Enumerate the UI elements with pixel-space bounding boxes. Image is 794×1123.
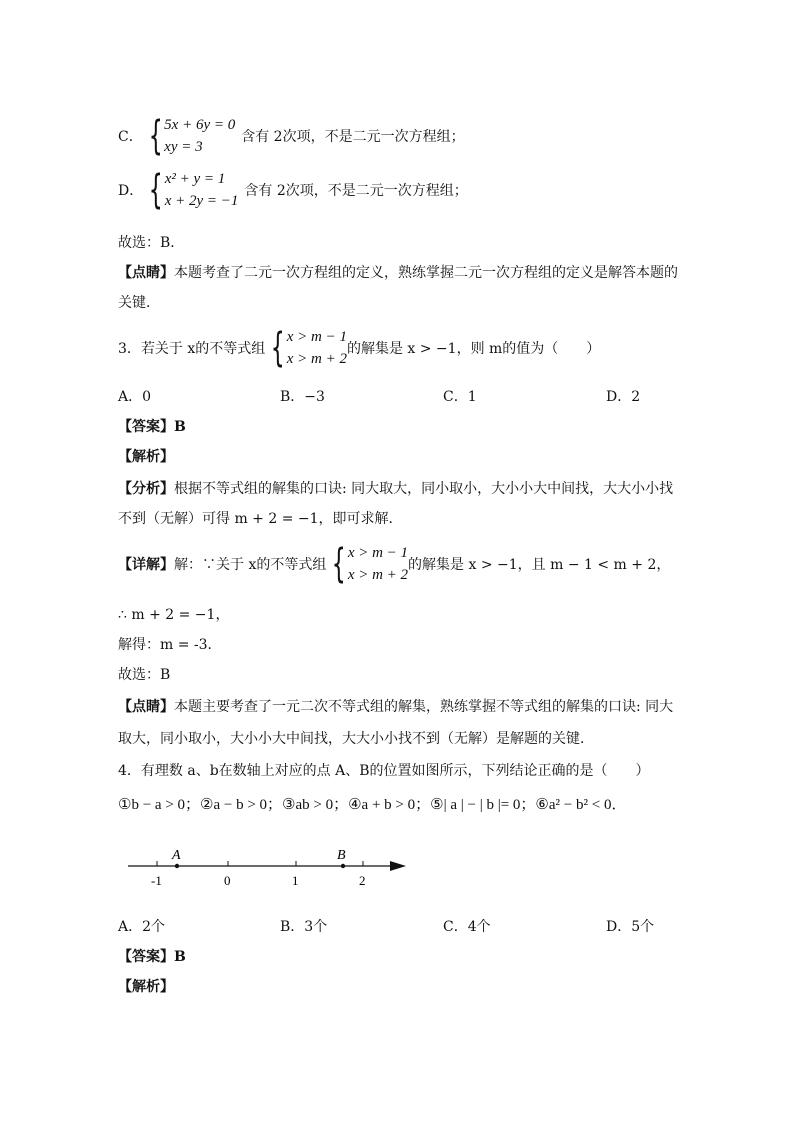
q4-option-b: B．3个 bbox=[280, 919, 328, 935]
tick-label-2: 2 bbox=[359, 873, 366, 888]
q3-ineq1: x > m − 1 bbox=[286, 329, 347, 345]
option-c-label: C． bbox=[118, 129, 143, 145]
q3-option-c: C．1 bbox=[443, 389, 477, 405]
q4-jiexi: 【解析】 bbox=[118, 979, 174, 995]
xiangjie-ineq2: x > m + 2 bbox=[347, 567, 409, 583]
point-b-label: B bbox=[337, 848, 346, 863]
q4-option-c: C．4个 bbox=[443, 919, 491, 935]
q3-answer: 【答案】B bbox=[118, 419, 186, 435]
q3-option-d: D．2 bbox=[606, 389, 641, 405]
option-d-system bbox=[143, 168, 238, 212]
q3-step2: 解得：m = -3． bbox=[118, 637, 222, 653]
xiangjie-text-a: 解：∵关于 x的不等式组 bbox=[174, 557, 327, 573]
choose-b-line: 故选：B． bbox=[118, 235, 185, 251]
q3-option-b: B．−3 bbox=[280, 389, 325, 405]
q4-stem: 4．有理数 a、b在数轴上对应的点 A、B的位置如图所示，下列结论正确的是（ ） bbox=[118, 763, 650, 779]
number-line bbox=[118, 840, 418, 890]
q3-stem bbox=[118, 326, 600, 370]
brace-icon: { bbox=[148, 113, 163, 159]
xiangjie-tag: 【详解】 bbox=[118, 557, 174, 573]
option-c-eq1: 5x + 6y = 0 bbox=[164, 117, 236, 133]
xiangjie-system bbox=[326, 542, 408, 586]
arrow-icon bbox=[390, 861, 406, 871]
point-b-dot bbox=[341, 864, 345, 868]
brace-icon: { bbox=[270, 325, 285, 371]
q3-stem-a: 3．若关于 x的不等式组 bbox=[118, 341, 266, 357]
option-d-note: 含有 2次项，不是二元一次方程组； bbox=[244, 183, 468, 199]
option-d-row bbox=[118, 168, 468, 212]
q3-step1: ∴ m + 2 = −1， bbox=[118, 607, 230, 623]
option-c-eq2: xy = 3 bbox=[164, 139, 203, 155]
q3-option-a: A．0 bbox=[118, 389, 152, 405]
q3-fenxi-b: 不到（无解）可得 m + 2 = −1，即可求解． bbox=[118, 511, 403, 527]
tick-label-neg1: -1 bbox=[151, 873, 162, 888]
tip1-tag: 【点睛】 bbox=[118, 265, 174, 281]
q3-fenxi-a bbox=[118, 478, 673, 498]
point-a-label: A bbox=[172, 848, 181, 863]
q3-system bbox=[265, 326, 347, 370]
brace-icon: { bbox=[332, 541, 347, 587]
option-c-note: 含有 2次项，不是二元一次方程组； bbox=[241, 129, 465, 145]
option-c-row bbox=[118, 114, 465, 158]
q3-tip-b: 取大，同小取小，大小小大中间找，大大小小找不到（无解）是解题的关键． bbox=[118, 731, 594, 747]
q3-choose: 故选：B bbox=[118, 667, 171, 683]
tip-text-a: 本题主要考查了一元二次不等式组的解集，熟练掌握不等式组的解集的口诀: 同大 bbox=[174, 699, 674, 715]
fenxi-text-a: 根据不等式组的解集的口诀: 同大取大，同小取小，大小小大中间找，大大小小找 bbox=[174, 481, 674, 497]
q3-stem-b: 的解集是 x > −1，则 m的值为（ ） bbox=[346, 341, 601, 357]
q4-answer: 【答案】B bbox=[118, 949, 186, 965]
fenxi-tag: 【分析】 bbox=[118, 481, 174, 497]
q4-option-d: D．5个 bbox=[606, 919, 655, 935]
q3-jiexi: 【解析】 bbox=[118, 449, 174, 465]
tip-tag: 【点睛】 bbox=[118, 699, 174, 715]
brace-icon: { bbox=[148, 167, 163, 213]
q4-option-a: A．2个 bbox=[118, 919, 166, 935]
xiangjie-ineq1: x > m − 1 bbox=[347, 545, 409, 561]
option-d-eq2: x + 2y = −1 bbox=[164, 193, 239, 209]
q3-tip-a bbox=[118, 696, 673, 716]
option-d-label: D． bbox=[118, 183, 144, 199]
tip1-line-b: 关键． bbox=[118, 295, 160, 311]
tip1-text-a: 本题考查了二元一次方程组的定义，熟练掌握二元一次方程组的定义是解答本题的 bbox=[174, 265, 678, 281]
point-a-dot bbox=[175, 864, 179, 868]
option-c-system bbox=[143, 114, 236, 158]
q3-ineq2: x > m + 2 bbox=[286, 351, 347, 367]
xiangjie-text-b: 的解集是 x > −1，且 m − 1 < m + 2， bbox=[408, 557, 671, 573]
option-d-eq1: x² + y = 1 bbox=[164, 171, 226, 187]
tip1-line-a bbox=[118, 262, 678, 282]
tick-label-1: 1 bbox=[292, 873, 299, 888]
q4-conditions: ①b − a > 0；②a − b > 0；③ab > 0；④a + b > 0；⑤| a | − | b |= 0；⑥a² − b² < 0． bbox=[118, 797, 627, 813]
tick-label-0: 0 bbox=[224, 873, 231, 888]
q3-xiangjie bbox=[118, 542, 670, 586]
